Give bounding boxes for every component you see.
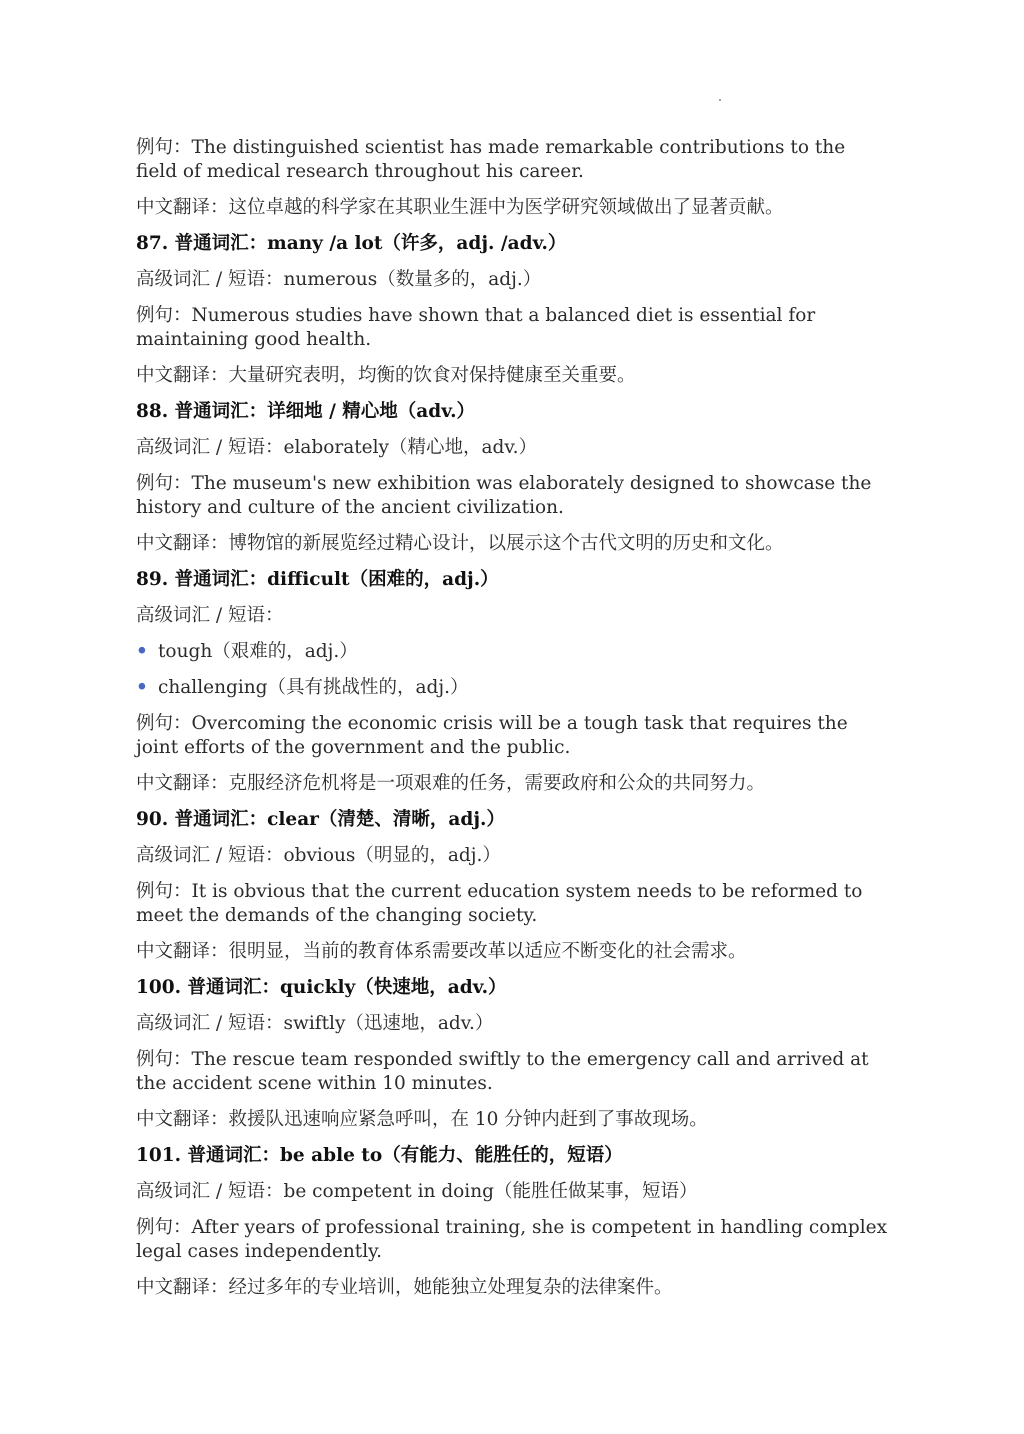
bullet-item: [136, 640, 888, 664]
bullet-text: tough（艰难的，adj.）: [158, 641, 358, 662]
entry-heading: 87. 普通词汇：many /a lot（许多，adj. /adv.）: [136, 233, 567, 254]
entry-translation: 中文翻译：很明显，当前的教育体系需要改革以适应不断变化的社会需求。: [136, 941, 747, 962]
entry-translation: 中文翻译：救援队迅速响应紧急呼叫，在 10 分钟内赶到了事故现场。: [136, 1109, 708, 1130]
entry-advanced: 高级词汇 / 短语：obvious（明显的，adj.）: [136, 845, 501, 866]
entry-translation: 中文翻译：大量研究表明，均衡的饮食对保持健康至关重要。: [136, 365, 636, 386]
page-dot-mark: [719, 99, 721, 101]
entry-heading: 90. 普通词汇：clear（清楚、清晰，adj.）: [136, 809, 505, 830]
entry-100: [136, 976, 888, 1144]
entry-heading: 88. 普通词汇：详细地 / 精心地（adv.）: [136, 401, 476, 422]
entry-advanced: 高级词汇 / 短语：swiftly（迅速地，adv.）: [136, 1013, 494, 1034]
bullet-text: challenging（具有挑战性的，adj.）: [158, 677, 469, 698]
entry-heading: 100. 普通词汇：quickly（快速地，adv.）: [136, 977, 507, 998]
entry-example: 例句：The rescue team responded swiftly to the emergency call and arrived at the accident scene within 10 minutes.: [136, 1049, 869, 1094]
entry-advanced: 高级词汇 / 短语：: [136, 605, 284, 626]
entry-example: 例句：Overcoming the economic crisis will be a tough task that requires the joint efforts of the government and the public.: [136, 713, 848, 758]
entry-advanced: 高级词汇 / 短语：numerous（数量多的，adj.）: [136, 269, 542, 290]
entry-example: 例句：After years of professional training, she is competent in handling complex legal cases independently.: [136, 1217, 888, 1262]
entry-example: 例句：Numerous studies have shown that a balanced diet is essential for maintaining good health.: [136, 305, 816, 350]
entry-advanced: 高级词汇 / 短语：be competent in doing（能胜任做某事，短语）: [136, 1181, 698, 1202]
entry-87: [136, 232, 888, 400]
entry-example: 例句：It is obvious that the current education system needs to be reformed to meet the demands of the changing society.: [136, 881, 863, 926]
bullet-dot-icon: •: [136, 677, 148, 698]
bullet-item: [136, 676, 888, 700]
entry-heading: 89. 普通词汇：difficult（困难的，adj.）: [136, 569, 499, 590]
entry-example: 例句：The museum's new exhibition was elaborately designed to showcase the history and culture of the ancient civilization.: [136, 473, 872, 518]
entry-translation: 中文翻译：博物馆的新展览经过精心设计，以展示这个古代文明的历史和文化。: [136, 533, 784, 554]
entry-101: [136, 1144, 888, 1300]
bullet-dot-icon: •: [136, 641, 148, 662]
entry-translation: 中文翻译：克服经济危机将是一项艰难的任务，需要政府和公众的共同努力。: [136, 773, 766, 794]
entry-89: [136, 568, 888, 808]
intro-example: 例句：The distinguished scientist has made remarkable contributions to the field of medical research throughout his career.: [136, 137, 846, 182]
entry-heading: 101. 普通词汇：be able to（有能力、能胜任的，短语）: [136, 1145, 623, 1166]
entry-90: [136, 808, 888, 976]
entry-88: [136, 400, 888, 568]
intro-translation: 中文翻译：这位卓越的科学家在其职业生涯中为医学研究领域做出了显著贡献。: [136, 197, 784, 218]
entry-translation: 中文翻译：经过多年的专业培训，她能独立处理复杂的法律案件。: [136, 1277, 673, 1298]
vocabulary-content: [136, 136, 888, 1300]
entry-advanced: 高级词汇 / 短语：elaborately（精心地，adv.）: [136, 437, 538, 458]
